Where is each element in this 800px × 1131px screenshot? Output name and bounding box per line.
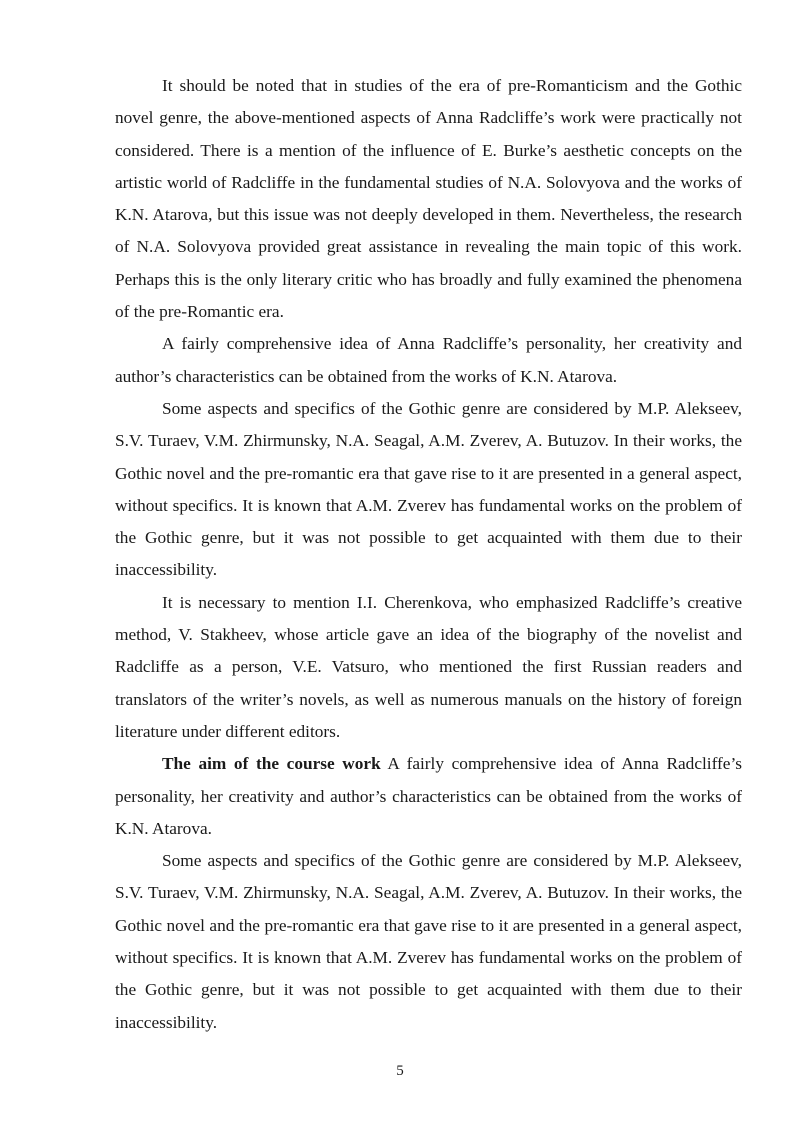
- paragraph-literature-review: It should be noted that in studies of the era of pre-Romanticism and the Gothic novel genre, the above-mentioned aspects of Anna Radcliffe’s work were practically not considered. There is a mention of the influence of E. Burke’s aesthetic concepts on the artistic world of Radcliffe in the fundamental studies of N.A. Solovyova and the works of K.N. Atarova, but this issue was not deeply developed in them. Nevertheless, the research of N.A. Solovyova provided great assistance in revealing the main topic of this work. Perhaps this is the only literary critic who has broadly and fully examined the phenomena of the pre-Romantic era.: [115, 76, 742, 322]
- paragraph-gothic-genre-repeat: Some aspects and specifics of the Gothic genre are considered by M.P. Alekseev, S.V. Turaev, V.M. Zhirmunsky, N.A. Seagal, A.M. Zverev, A. Butuzov. In their works, the Gothic novel and the pre-romantic era that gave rise to it are presented in a general aspect, without specifics. It is known that A.M. Zverev has fundamental works on the problem of the Gothic genre, but it was not possible to get acquainted with them due to their inaccessibility.: [115, 851, 742, 1032]
- aim-heading: The aim of the course work: [162, 754, 381, 774]
- page-number: 5: [396, 1063, 404, 1079]
- aim-text: A fairly comprehensive idea of Anna Radcliffe’s personality, her creativity and author’s characteristics can be obtained from the works of K.N. Atarova.: [115, 754, 742, 838]
- body-text: [115, 70, 742, 1039]
- paragraph-course-work-aim: [115, 748, 742, 845]
- paragraph-atarova-works: A fairly comprehensive idea of Anna Radcliffe’s personality, her creativity and author’s characteristics can be obtained from the works of K.N. Atarova.: [115, 334, 742, 386]
- paragraph-cherenkova-stakheev: It is necessary to mention I.I. Cherenkova, who emphasized Radcliffe’s creative method, V. Stakheev, whose article gave an idea of the biography of the novelist and Radcliffe as a person, V.E. Vatsuro, who mentioned the first Russian readers and translators of the writer’s novels, as well as numerous manuals on the history of foreign literature under different editors.: [115, 592, 742, 741]
- paragraph-gothic-genre-scholars: Some aspects and specifics of the Gothic genre are considered by M.P. Alekseev, S.V. Turaev, V.M. Zhirmunsky, N.A. Seagal, A.M. Zverev, A. Butuzov. In their works, the Gothic novel and the pre-romantic era that gave rise to it are presented in a general aspect, without specifics. It is known that A.M. Zverev has fundamental works on the problem of the Gothic genre, but it was not possible to get acquainted with them due to their inaccessibility.: [115, 398, 742, 580]
